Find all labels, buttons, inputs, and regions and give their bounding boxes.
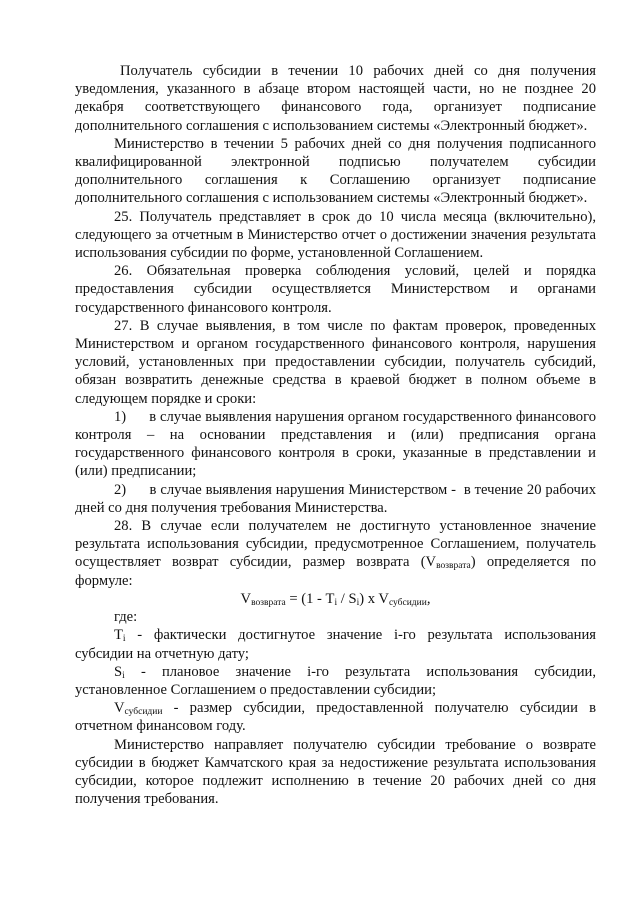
definition-v: $V_{субсидии}$ - размер субсидии, предоставленной получателю субсидии в отчетном финансовом году.	[75, 700, 596, 735]
paragraph-recipient-signing: Получатель субсидии в течении 10 рабочих дней со дня получения уведомления, указанного в абзаце втором настоящей части, но не позднее 20 декабря соответствующего финансового года, организует подписание дополнительного соглашения с использованием системы «Электронный бюджет».	[75, 63, 596, 134]
paragraph-26: 26. Обязательная проверка соблюдения условий, целей и порядка предоставления субсидии осуществляется Министерством и органами государственного финансового контроля.	[75, 263, 596, 316]
list-item-1: 1) в случае выявления нарушения органом государственного финансового контроля – на основании представления и (или) предписания органа государственного финансового контроля в сроки, указанные в представлении и (или) предписании;	[75, 408, 596, 480]
paragraph-ministry-signing: Министерство в течении 5 рабочих дней со дня получения подписанного квалифицированной электронной подписью получателем субсидии дополнительного соглашения к Соглашению организует подписание дополнительного соглашения с использованием системы «Электронный бюджет».	[75, 135, 596, 207]
paragraph-28-text: 28. В случае если получателем не достигнуто установленное значение результата использования субсидии, предусмотренное Соглашением, получатель осуществляет возврат субсидии, размер возврата (V	[75, 518, 596, 571]
paragraph-28-tail: определяется по формуле:	[75, 554, 596, 589]
paragraph-25: 25. Получатель представляет в срок до 10 числа месяца (включительно), следующего за отчетным в Министерство отчет о достижении значения результата использования субсидии по форме, установленной Соглашением.	[75, 208, 596, 262]
subscript-vozvrata: возврата	[436, 561, 471, 572]
definition-t: $T_i$ - фактически достигнутое значение i-го результата использования субсидии на отчетную дату;	[75, 627, 596, 662]
where-label: где:	[114, 609, 138, 626]
list-item-2: 2) в случае выявления нарушения Министерством - в течение 20 рабочих дней со дня получения требования Министерства.	[75, 481, 596, 516]
refund-formula: $V_{возврата} = (1 - T_i / S_i)$ x $V_{субсидии}$,	[240, 590, 431, 608]
paragraph-28: 28. В случае если получателем не достигнуто установленное значение результата использования субсидии, предусмотренное Соглашением, получатель осуществляет возврат субсидии, размер возврата $(V_{возврата})$ определяется по формуле:	[75, 518, 596, 589]
paragraph-27: 27. В случае выявления, в том числе по фактам проверок, проведенных Министерством и органом государственного финансового контроля, нарушения условий, установленных при предоставлении субсидии, получатель субсидий, обязан возвратить денежные средства в краевой бюджет в полном объеме в следующем порядке и сроки:	[75, 317, 596, 407]
paragraph-ministry-demand: Министерство направляет получателю субсидии требование о возврате субсидии в бюджет Камчатского края за недостижение результата использования субсидии, которое подлежит исполнению в течение 20 рабочих дней со дня получения требования.	[75, 736, 596, 808]
document-body	[75, 62, 596, 808]
definition-s: $S_i$ - плановое значение i-го результата использования субсидии, установленное Соглашением о предоставлении субсидии;	[75, 663, 596, 698]
